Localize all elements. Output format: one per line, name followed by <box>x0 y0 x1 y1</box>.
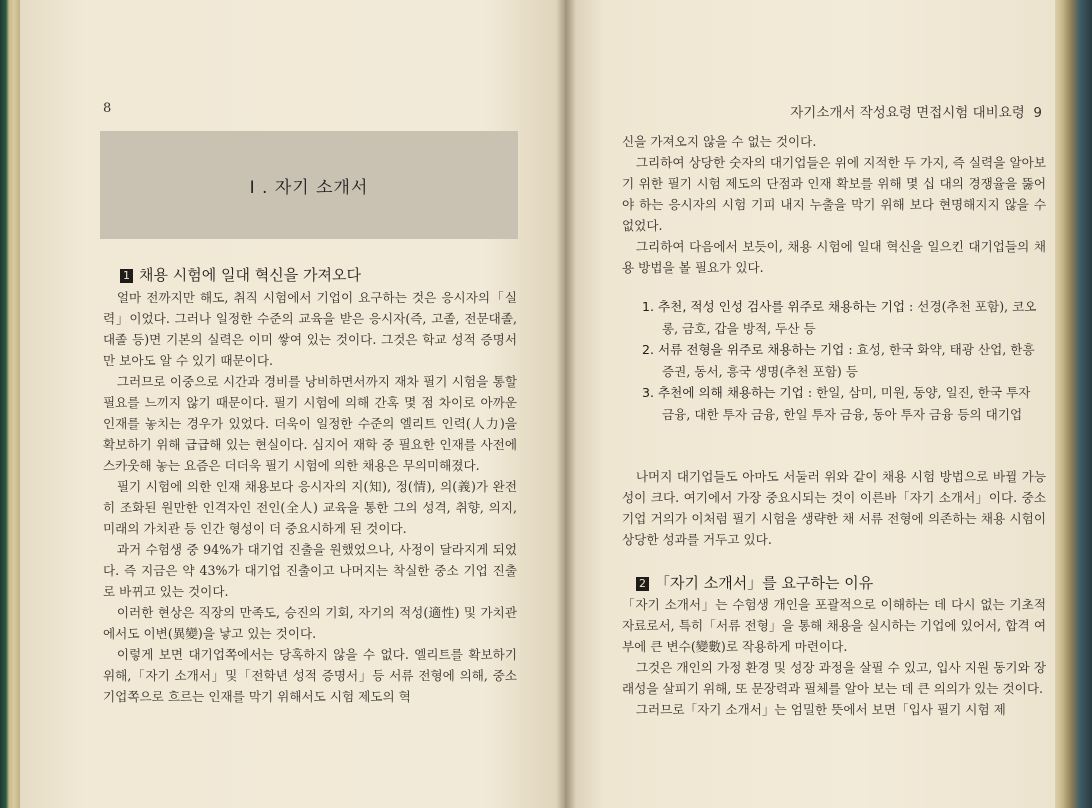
list-item <box>642 382 1046 425</box>
list-item-detail: : 한일, 삼미, 미원, 동양, 일진, 한국 투자 금융, 대한 투자 금융, 한일 투자 금융, 동아 투자 금융 등의 대기업 <box>662 385 1031 422</box>
chapter-title-box <box>100 131 518 239</box>
list-item-lead: 2. 서류 전형을 위주로 채용하는 기업 <box>642 342 845 357</box>
chapter-title: I . 자기 소개서 <box>249 178 369 198</box>
section-heading-text: 「자기 소개서」를 요구하는 이유 <box>655 574 874 592</box>
list-item-lead: 3. 추천에 의해 채용하는 기업 <box>642 385 804 400</box>
paragraph: 「자기 소개서」는 수험생 개인을 포괄적으로 이해하는 데 다시 없는 기초적 자료로서, 특히「서류 전형」을 통해 채용을 실시하는 기업에 있어서, 합격 여부에 큰 변수(變數)로 작용하게 마련이다. <box>622 597 1046 654</box>
paragraph: 이러한 현상은 직장의 만족도, 승진의 기회, 자기의 적성(適性) 및 가치관에서도 이변(異變)을 낳고 있는 것이다. <box>103 605 517 641</box>
right-after-list-text <box>622 466 1046 550</box>
section-heading-2 <box>636 572 873 593</box>
running-head-title: 자기소개서 작성요령 면접시험 대비요령 <box>790 105 1025 121</box>
left-body-text <box>103 287 517 707</box>
right-intro-text <box>622 131 1046 278</box>
book-edge-left <box>0 0 22 808</box>
running-head <box>790 101 1042 121</box>
hiring-method-list <box>642 296 1046 425</box>
list-item <box>642 296 1046 339</box>
list-item-detail: : 선경(추천 포함), 코오롱, 금호, 갑을 방적, 두산 등 <box>662 299 1037 336</box>
paragraph: 과거 수험생 중 94%가 대기업 진출을 원했었으나, 사정이 달라지게 되었다. 즉 지금은 약 43%가 대기업 진출이고 나머지는 착실한 중소 기업 진출로 바뀌고 있는 것이다. <box>103 542 517 599</box>
right-section2-text <box>622 594 1046 720</box>
paragraph: 그리하여 상당한 숫자의 대기업들은 위에 지적한 두 가지, 즉 실력을 알아보기 위한 필기 시험 제도의 단점과 인재 확보를 위해 몇 십 대의 경쟁율을 뚫어야 하는 응시자의 시험 기피 내지 누출을 막기 위해 보다 현명해지지 않을 수 없었다. <box>622 155 1046 233</box>
paragraph: 그리하여 다음에서 보듯이, 채용 시험에 일대 혁신을 일으킨 대기업들의 채용 방법을 볼 필요가 있다. <box>622 239 1046 275</box>
list-item-lead: 1. 추천, 적성 인성 검사를 위주로 채용하는 기업 <box>642 299 906 314</box>
section-heading-1 <box>120 264 361 285</box>
book-edge-right <box>1052 0 1092 808</box>
section-number-badge: 2 <box>636 577 649 591</box>
paragraph: 필기 시험에 의한 인재 채용보다 응시자의 지(知), 정(情), 의(義)가 완전히 조화된 원만한 인격자인 전인(全人) 교육을 통한 그의 성격, 취향, 의지, 미래의 가치관 등 인간 형성이 더 중요시하게 된 것이다. <box>103 479 517 536</box>
section-heading-text: 채용 시험에 일대 혁신을 가져오다 <box>139 266 361 284</box>
paragraph: 나머지 대기업들도 아마도 서둘러 위와 같이 채용 시험 방법으로 바뀔 가능성이 크다. 여기에서 가장 중요시되는 것이 이른바「자기 소개서」이다. 중소 기업 거의가 이처럼 필기 시험을 생략한 채 서류 전형에 의존하는 채용 시험이 상당한 성과를 거두고 있다. <box>622 469 1046 547</box>
list-item-detail: : 효성, 한국 화약, 태광 산업, 한흥 증권, 동서, 흥국 생명(추천 포함) 등 <box>662 342 1035 379</box>
paragraph: 그러므로「자기 소개서」는 엄밀한 뜻에서 보면「입사 필기 시험 제 <box>635 702 1006 717</box>
book-gutter <box>556 0 576 808</box>
paragraph: 신을 가져오지 않을 수 없는 것이다. <box>622 134 817 149</box>
list-item <box>642 339 1046 382</box>
page-number-left: 8 <box>103 101 112 116</box>
paragraph: 그것은 개인의 가정 환경 및 성장 과정을 살필 수 있고, 입사 지원 동기와 장래성을 살피기 위해, 또 문장력과 필체를 알아 보는 데 큰 의의가 있는 것이다. <box>622 660 1046 696</box>
paragraph: 이렇게 보면 대기업쪽에서는 당혹하지 않을 수 없다. 엘리트를 확보하기 위해,「자기 소개서」및「전학년 성적 증명서」등 서류 전형에 의해, 중소 기업쪽으로 흐르는 인재를 막기 위해서도 시험 제도의 혁 <box>103 647 517 704</box>
section-number-badge: 1 <box>120 269 133 283</box>
paragraph: 그러므로 이중으로 시간과 경비를 낭비하면서까지 재차 필기 시험을 통할 필요를 느끼지 않기 때문이다. 필기 시험에 의해 간혹 몇 점 차이로 아까운 인재를 놓치는 경우가 있었다. 더욱이 일정한 수준의 엘리트 인력(人力)을 확보하기 위해 급급해 있는 현실이다. 심지어 재학 중 필요한 인재를 사전에 스카웃해 놓는 요즘은 더더욱 필기 시험에 의한 채용은 무의미해졌다. <box>103 374 517 473</box>
paragraph: 얼마 전까지만 해도, 취직 시험에서 기업이 요구하는 것은 응시자의「실력」이었다. 그러나 일정한 수준의 교육을 받은 응시자(즉, 고졸, 전문대졸, 대졸 등)면 기본의 실력은 이미 쌓여 있는 것이다. 그것은 학교 성적 증명서만 보아도 알 수 있기 때문이다. <box>103 290 517 368</box>
page-number-right: 9 <box>1033 105 1042 121</box>
